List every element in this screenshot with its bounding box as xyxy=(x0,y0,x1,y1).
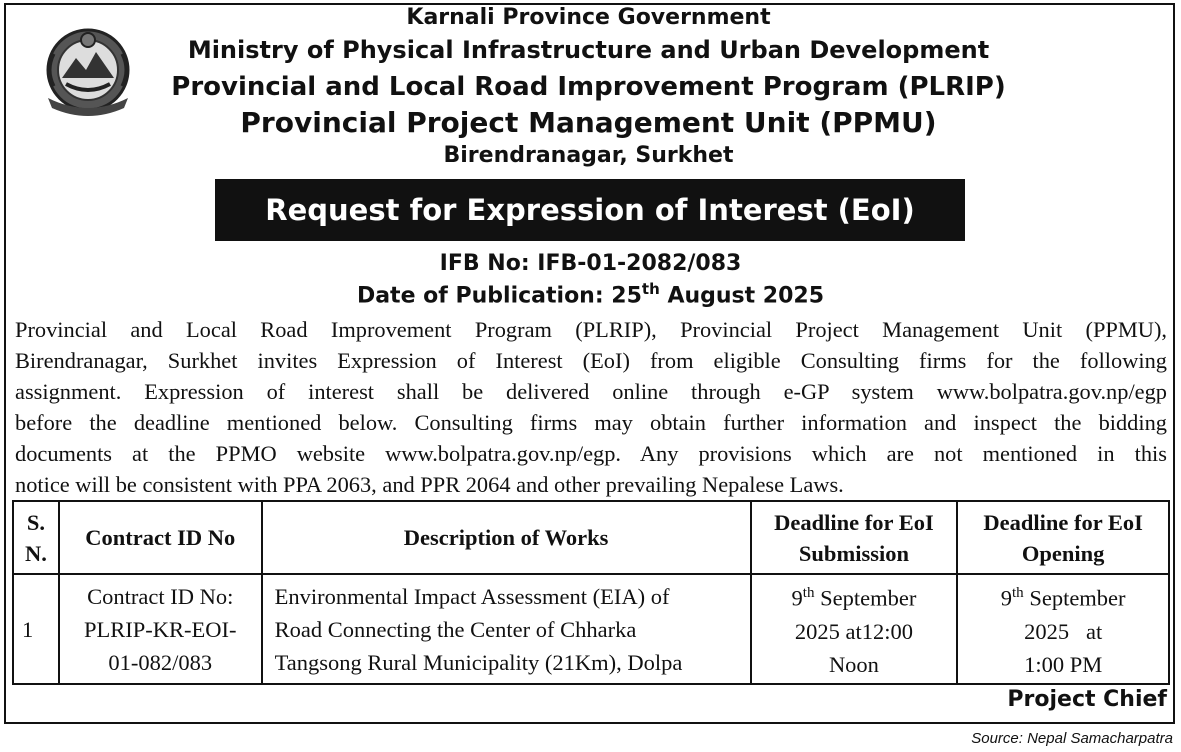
ifb-number: IFB No: IFB-01-2082/083 xyxy=(439,251,742,276)
header-ministry: Ministry of Physical Infrastructure and Urban Development xyxy=(187,36,990,64)
works-table xyxy=(12,500,1170,685)
publication-date-prefix: Date of Publication: 25 xyxy=(356,283,642,309)
publication-date xyxy=(0,282,1181,307)
publication-date-suffix: August 2025 xyxy=(659,283,825,309)
cell-submission-deadline: 9th September 2025 at12:00 Noon xyxy=(751,574,958,684)
eoi-title-banner: Request for Expression of Interest (EoI) xyxy=(215,179,965,241)
header-program: Provincial and Local Road Improvement Program (PLRIP) xyxy=(171,72,1006,102)
table-header-row xyxy=(13,501,1169,574)
signoff-project-chief: Project Chief xyxy=(1007,687,1167,712)
header-description: Description of Works xyxy=(262,501,751,574)
cell-contract-id: Contract ID No: PLRIP-KR-EOI- 01-082/083 xyxy=(59,574,262,684)
source-credit: Source: Nepal Samacharpatra xyxy=(971,730,1173,747)
header-unit: Provincial Project Management Unit (PPMU) xyxy=(240,106,937,139)
table-row xyxy=(13,574,1169,684)
body-line: before the deadline mentioned below. Consulting firms may obtain further information and inspect the bidding xyxy=(15,410,1167,435)
body-line: Birendranagar, Surkhet invites Expression of Interest (EoI) from eligible Consulting firms for the following xyxy=(15,348,1167,373)
header-sn: S. N. xyxy=(13,501,59,574)
notice-body xyxy=(15,314,1167,500)
cell-opening-deadline: 9th September 2025 at 1:00 PM xyxy=(957,574,1169,684)
body-line: Provincial and Local Road Improvement Program (PLRIP), Provincial Project Management Unit (PPMU), xyxy=(15,317,1167,342)
body-line: notice will be consistent with PPA 2063, and PPR 2064 and other prevailing Nepalese Laws. xyxy=(15,472,844,497)
body-line: documents at the PPMO website www.bolpatra.gov.np/egp. Any provisions which are not mentioned in this xyxy=(15,441,1167,466)
publication-date-sup: th xyxy=(641,280,660,298)
header-opening-deadline: Deadline for EoI Opening xyxy=(957,501,1169,574)
header-contract-id: Contract ID No xyxy=(59,501,262,574)
cell-description: Environmental Impact Assessment (EIA) of Road Connecting the Center of Chharka Tangsong Rural Municipality (21Km), Dolpa xyxy=(262,574,751,684)
header-submission-deadline: Deadline for EoI Submission xyxy=(751,501,958,574)
header-province: Karnali Province Government xyxy=(406,5,771,30)
body-line: assignment. Expression of interest shall be delivered online through e-GP system www.bolpatra.gov.np/egp xyxy=(15,379,1167,404)
cell-sn: 1 xyxy=(13,574,59,684)
header-location: Birendranagar, Surkhet xyxy=(443,143,734,168)
